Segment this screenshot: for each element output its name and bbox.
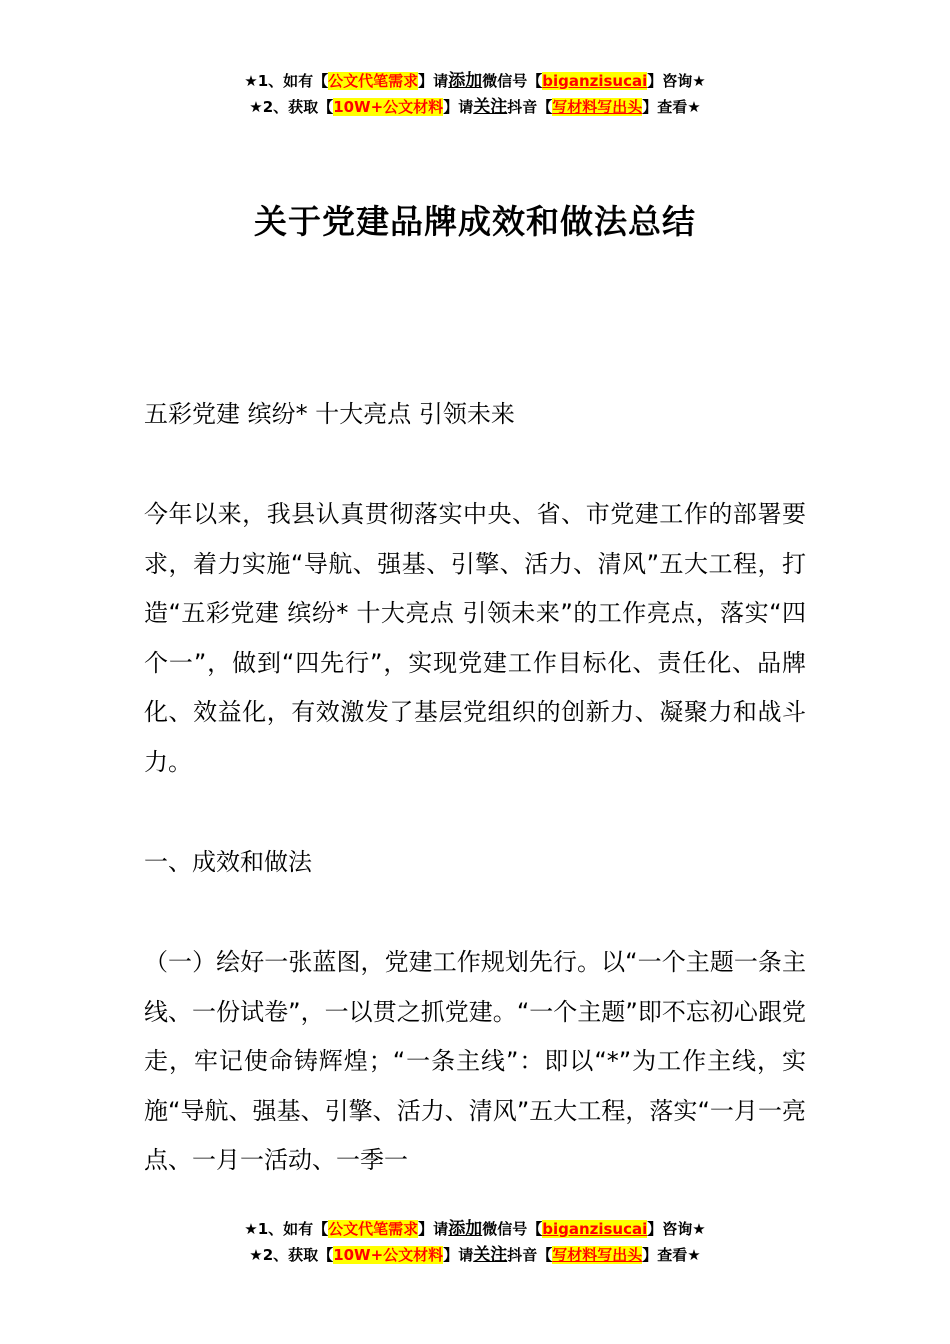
footer-promo-banner: [0, 1216, 950, 1268]
promo-text: 】查看★: [642, 98, 701, 116]
paragraph-section-1: （一）绘好一张蓝图，党建工作规划先行。以“一个主题一条主线、一份试卷”，一以贯之抓党建。“一个主题”即不忘初心跟党走，牢记使命铸辉煌；“一条主线”：即以“*”为工作主线，实施“导航、强基、引擎、活力、清风”五大工程，落实“一月一亮点、一月一活动、一季一: [144, 948, 806, 1174]
promo-line-2: [0, 94, 950, 120]
promo-text: ★1、如有【: [244, 72, 329, 90]
promo-text: 】请: [443, 1246, 474, 1264]
promo-text: 】请: [418, 72, 449, 90]
promo-highlight: 公文代笔需求: [328, 1220, 419, 1238]
promo-text: 微信号【: [482, 72, 543, 90]
promo-text: ★2、获取【: [249, 1246, 334, 1264]
promo-highlight: 10W+公文材料: [333, 98, 444, 116]
promo-text: 】请: [443, 98, 474, 116]
promo-text: 】咨询★: [647, 1220, 706, 1238]
promo-douyin-id: 写材料写出头: [552, 98, 643, 116]
promo-highlight: 公文代笔需求: [328, 72, 419, 90]
promo-line-2: [0, 1242, 950, 1268]
promo-text: 】请: [418, 1220, 449, 1238]
promo-text: ★1、如有【: [244, 1220, 329, 1238]
header-promo-banner: [0, 68, 950, 120]
promo-wechat-id: biganzisucai: [542, 72, 648, 90]
promo-line-1: [0, 1216, 950, 1242]
promo-line-1: [0, 68, 950, 94]
promo-emphasis: 添加: [448, 71, 483, 91]
document-subtitle: 五彩党建 缤纷* 十大亮点 引领未来: [144, 400, 515, 428]
promo-text: 抖音【: [507, 1246, 553, 1264]
paragraph-intro: 今年以来，我县认真贯彻落实中央、省、市党建工作的部署要求，着力实施“导航、强基、引擎、活力、清风”五大工程，打造“五彩党建 缤纷* 十大亮点 引领未来”的工作亮点，落实“四个一”，做到“四先行”，实现党建工作目标化、责任化、品牌化、效益化，有效激发了基层党组织的创新力、凝聚力和战斗力。: [144, 500, 806, 776]
promo-douyin-id: 写材料写出头: [552, 1246, 643, 1264]
promo-emphasis: 关注: [473, 1245, 508, 1265]
promo-highlight: 10W+公文材料: [333, 1246, 444, 1264]
promo-text: 抖音【: [507, 98, 553, 116]
promo-emphasis: 关注: [473, 97, 508, 117]
promo-emphasis: 添加: [448, 1219, 483, 1239]
promo-wechat-id: biganzisucai: [542, 1220, 648, 1238]
section-heading: 一、成效和做法: [144, 848, 312, 876]
promo-text: 微信号【: [482, 1220, 543, 1238]
promo-text: 】查看★: [642, 1246, 701, 1264]
promo-text: ★2、获取【: [249, 98, 334, 116]
promo-text: 】咨询★: [647, 72, 706, 90]
document-title: 关于党建品牌成效和做法总结: [254, 202, 696, 241]
